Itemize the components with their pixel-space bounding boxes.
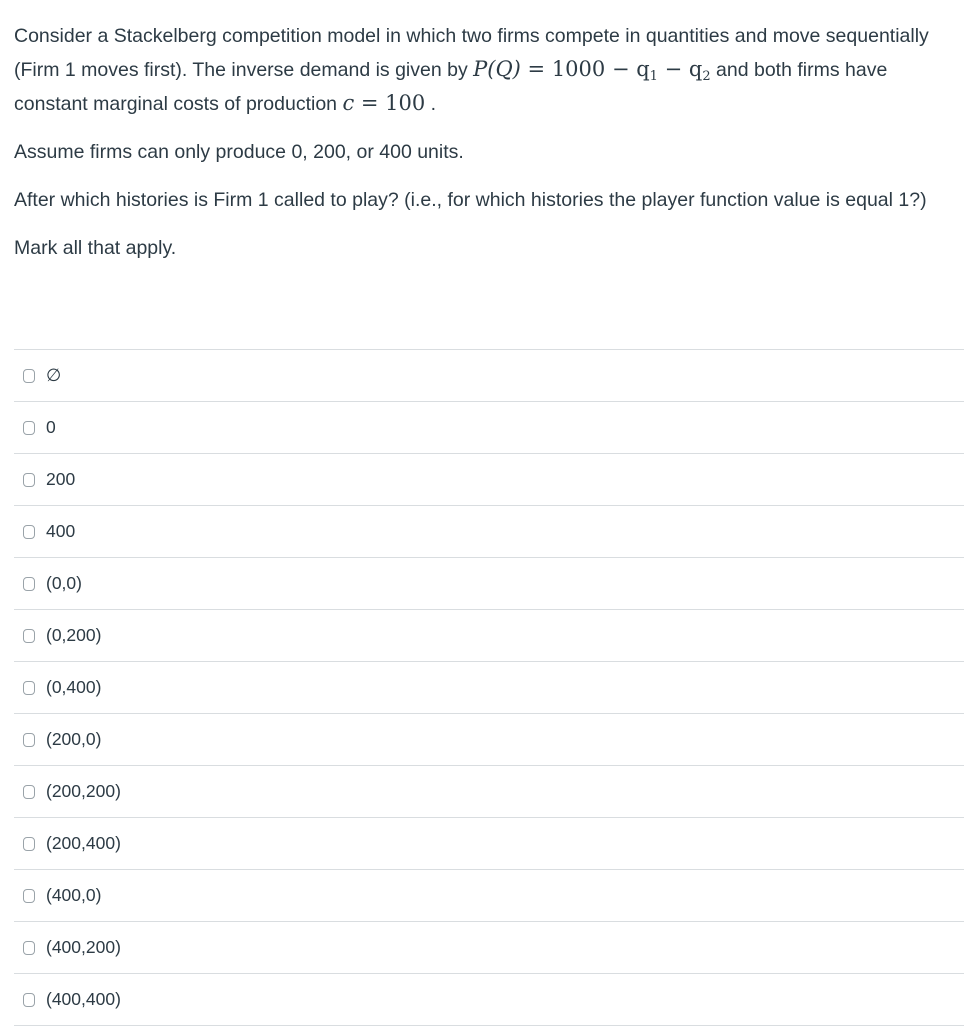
answer-option-200-0[interactable] (14, 714, 964, 766)
answer-label: (200,200) (46, 781, 121, 801)
answer-label: ∅ (46, 365, 62, 385)
answer-option-400-200[interactable] (14, 922, 964, 974)
question-paragraph-assumption: Assume firms can only produce 0, 200, or 400 units. (14, 141, 464, 163)
answer-checkbox[interactable] (23, 369, 35, 383)
answer-option-200-400[interactable] (14, 818, 964, 870)
answer-option-200-200[interactable] (14, 766, 964, 818)
answer-option-0-0[interactable] (14, 558, 964, 610)
answer-option-400-400[interactable] (14, 974, 964, 1026)
answer-checkbox[interactable] (23, 421, 35, 435)
answer-checkbox[interactable] (23, 837, 35, 851)
question-text (14, 20, 949, 280)
answer-label: 0 (46, 417, 56, 437)
answer-label: 400 (46, 521, 76, 541)
answer-label: (0,400) (46, 677, 102, 697)
answer-option-empty-set[interactable] (14, 350, 964, 402)
answer-option-0-400[interactable] (14, 662, 964, 714)
demand-formula-lhs: P(Q) (473, 57, 521, 81)
answer-label: (0,200) (46, 625, 102, 645)
answer-label: 200 (46, 469, 76, 489)
answer-label: (400,400) (46, 989, 121, 1009)
answer-option-0[interactable] (14, 402, 964, 454)
answer-option-400-0[interactable] (14, 870, 964, 922)
answer-checkbox[interactable] (23, 785, 35, 799)
intro-text-mid: and both firms have constant marginal costs of production (14, 59, 888, 115)
answer-checkbox[interactable] (23, 993, 35, 1007)
answer-list (14, 349, 964, 1026)
q2-subscript: 2 (702, 69, 711, 84)
cost-formula-val: = 100 (354, 91, 426, 115)
demand-formula (473, 57, 711, 84)
question-paragraph-instruction: Mark all that apply. (14, 237, 177, 259)
answer-label: (200,400) (46, 833, 121, 853)
cost-formula (342, 91, 425, 115)
demand-formula-minus-q: − q (657, 57, 703, 81)
q1-subscript: 1 (649, 69, 658, 84)
answer-label: (200,0) (46, 729, 102, 749)
demand-formula-rhs: = 1000 − q (520, 57, 650, 81)
answer-checkbox[interactable] (23, 733, 35, 747)
intro-text: Consider a Stackelberg competition model in which two firms compete in quantities and move sequentially (Firm 1 moves first). The inverse demand is given by (14, 25, 929, 81)
answer-checkbox[interactable] (23, 525, 35, 539)
answer-checkbox[interactable] (23, 889, 35, 903)
answer-checkbox[interactable] (23, 577, 35, 591)
answer-checkbox[interactable] (23, 473, 35, 487)
cost-formula-var: c (342, 91, 355, 115)
answer-option-400[interactable] (14, 506, 964, 558)
question-paragraph-prompt: After which histories is Firm 1 called to play? (i.e., for which histories the player function value is equal 1?) (14, 189, 927, 211)
answer-label: (400,200) (46, 937, 121, 957)
answer-checkbox[interactable] (23, 629, 35, 643)
answer-checkbox[interactable] (23, 941, 35, 955)
answer-checkbox[interactable] (23, 681, 35, 695)
intro-text-end: . (425, 93, 437, 115)
answer-label: (0,0) (46, 573, 82, 593)
answer-label: (400,0) (46, 885, 102, 905)
answer-option-0-200[interactable] (14, 610, 964, 662)
question-paragraph-intro (14, 20, 949, 121)
answer-option-200[interactable] (14, 454, 964, 506)
